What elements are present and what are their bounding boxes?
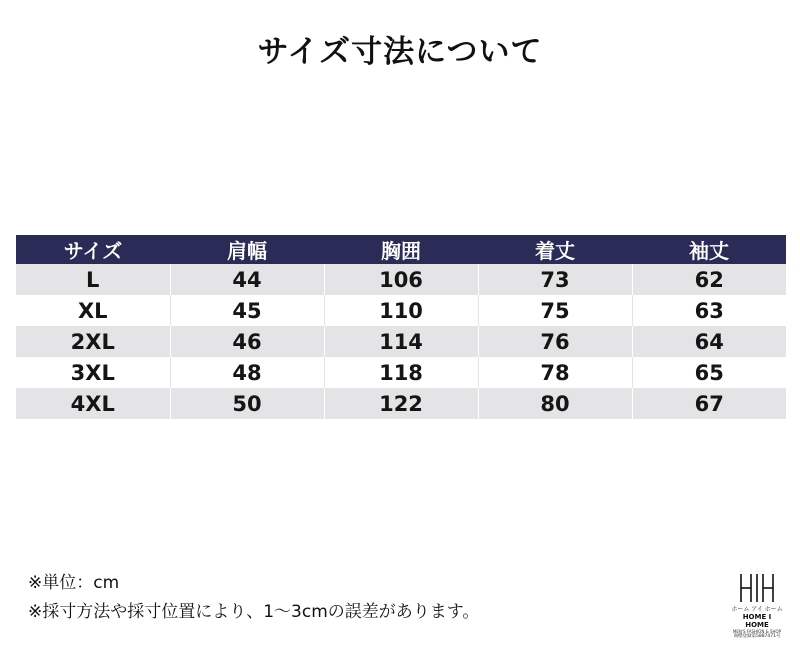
cell-shoulder-width: 50 <box>170 388 324 419</box>
cell-chest: 110 <box>324 295 478 326</box>
cell-shoulder-width: 44 <box>170 264 324 295</box>
logo-registration: 商標登録第5887471号 <box>733 634 781 639</box>
cell-shoulder-width: 48 <box>170 357 324 388</box>
header-shoulder-width: 肩幅 <box>170 235 324 264</box>
size-table <box>16 235 786 419</box>
table-row <box>16 295 786 326</box>
cell-sleeve-length: 63 <box>632 295 786 326</box>
header-size: サイズ <box>16 235 170 264</box>
logo-tagline: MEN'S FASHION & SHOP <box>732 629 782 634</box>
cell-sleeve-length: 62 <box>632 264 786 295</box>
cell-size: 4XL <box>16 388 170 419</box>
cell-length: 75 <box>478 295 632 326</box>
measurement-disclaimer: ※採寸方法や採寸位置により、1～3cmの誤差があります。 <box>28 602 480 622</box>
cell-shoulder-width: 46 <box>170 326 324 357</box>
table-row <box>16 388 786 419</box>
cell-shoulder-width: 45 <box>170 295 324 326</box>
brand-logo <box>730 572 784 646</box>
cell-sleeve-length: 64 <box>632 326 786 357</box>
header-sleeve-length: 袖丈 <box>632 235 786 264</box>
cell-sleeve-length: 67 <box>632 388 786 419</box>
cell-chest: 114 <box>324 326 478 357</box>
page-title: サイズ寸法について <box>257 34 543 70</box>
cell-length: 76 <box>478 326 632 357</box>
unit-note: ※単位：cm <box>28 573 120 593</box>
cell-sleeve-length: 65 <box>632 357 786 388</box>
cell-length: 73 <box>478 264 632 295</box>
logo-kana: ホーム アイ ホーム <box>731 606 783 613</box>
cell-size: 3XL <box>16 357 170 388</box>
cell-chest: 106 <box>324 264 478 295</box>
table-row <box>16 264 786 295</box>
table-header-row <box>16 235 786 264</box>
cell-size: 2XL <box>16 326 170 357</box>
header-chest: 胸囲 <box>324 235 478 264</box>
hih-monogram-icon <box>737 572 777 604</box>
cell-size: L <box>16 264 170 295</box>
cell-chest: 118 <box>324 357 478 388</box>
cell-size: XL <box>16 295 170 326</box>
cell-chest: 122 <box>324 388 478 419</box>
table-row <box>16 357 786 388</box>
cell-length: 80 <box>478 388 632 419</box>
cell-length: 78 <box>478 357 632 388</box>
logo-brand-name: HOME I HOME <box>742 613 772 629</box>
header-length: 着丈 <box>478 235 632 264</box>
table-row <box>16 326 786 357</box>
